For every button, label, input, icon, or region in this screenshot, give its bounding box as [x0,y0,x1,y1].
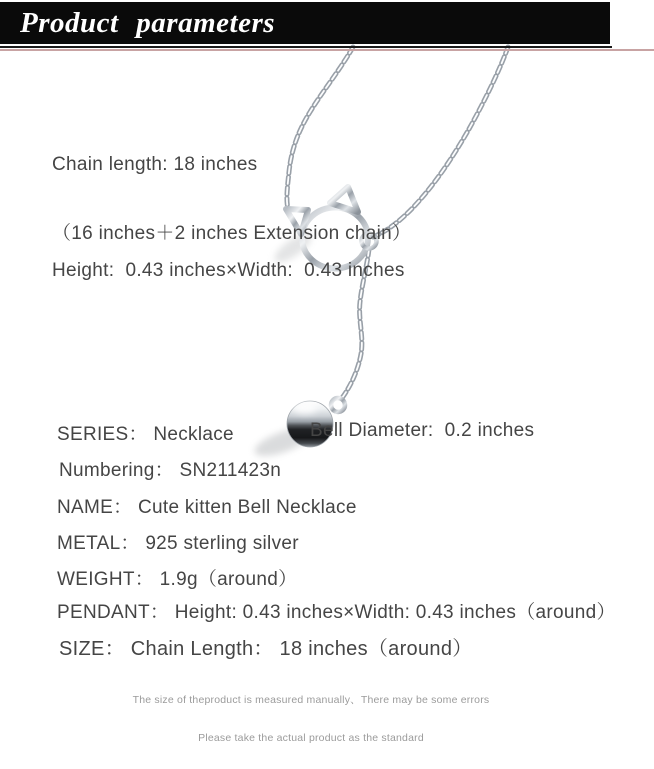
chain-length-line2: （16 inches＋2 inches Extension chain） [52,223,412,244]
disclaimer-line2: Please take the actual product as the standard [198,731,424,744]
spec-series: SERIES： Necklace [57,424,234,445]
measurement-disclaimer [0,669,622,769]
banner-underline-pink [0,49,654,51]
bell-diameter-annotation: Bell Diameter: 0.2 inches [310,420,535,441]
spec-metal: METAL： 925 sterling silver [57,533,299,554]
disclaimer-line1: The size of theproduct is measured manually、There may be some errors [132,694,490,706]
spec-weight: WEIGHT： 1.9g（around） [57,569,298,590]
banner-underline-dark [0,46,612,48]
spec-numbering: Numbering： SN211423n [59,460,282,481]
spec-name: NAME： Cute kitten Bell Necklace [57,497,357,518]
header-banner [0,2,610,44]
spec-size: SIZE： Chain Length： 18 inches（around） [59,638,473,660]
pendant-dimensions-annotation: Height: 0.43 inches×Width: 0.43 inches [52,260,405,281]
page-title: Product parameters [20,7,276,39]
bell-loop-ring [331,398,345,412]
chain-length-line1: Chain length: 18 inches [52,154,258,175]
spec-pendant: PENDANT： Height: 0.43 inches×Width: 0.43 inches（around） [57,602,616,623]
bell-highlight [293,403,317,414]
